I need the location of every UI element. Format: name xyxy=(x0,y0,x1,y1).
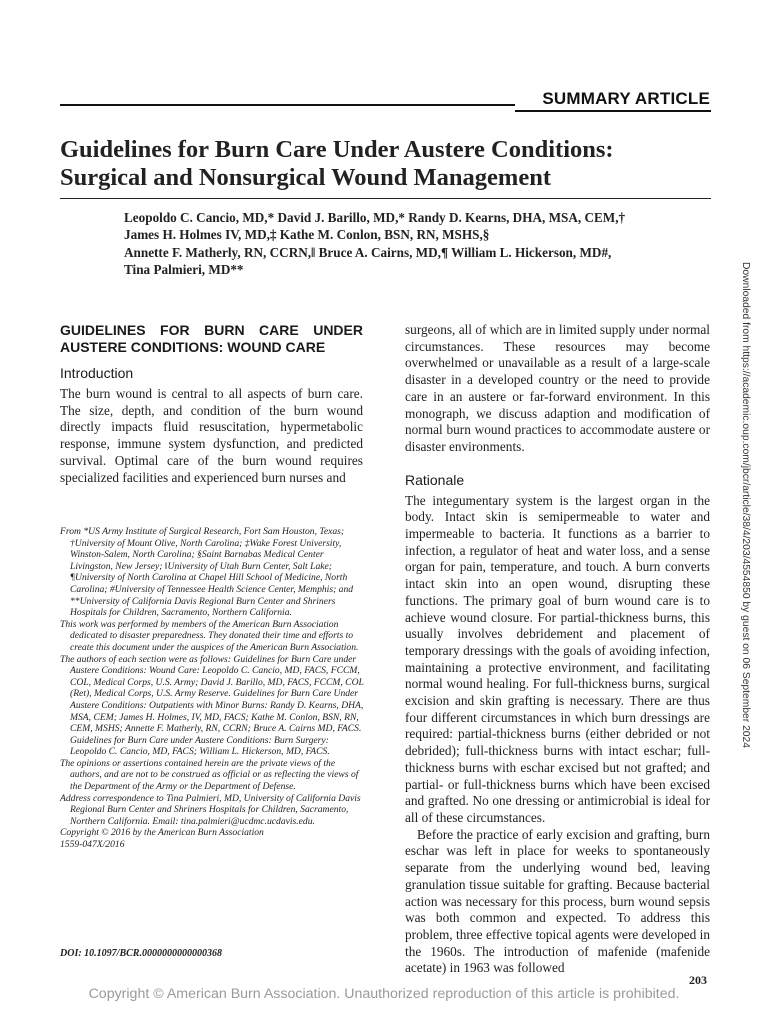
download-watermark: Downloaded from https://academic.oup.com/jbcr/article/38/4/203/4554850 by guest on 06 September 2024 xyxy=(740,262,751,748)
title-line-1: Guidelines for Burn Care Under Austere Conditions: xyxy=(60,136,614,163)
footnotes xyxy=(60,526,365,851)
article-type-label: SUMMARY ARTICLE xyxy=(542,89,710,108)
header-rule-right xyxy=(515,110,711,112)
subheading-rationale: Rationale xyxy=(405,471,465,488)
footnote-disclaimer: The opinions or assertions contained herein are the private views of the authors, and are not to be construed as official or as reflecting the views of the Department of the Army or the Department of Defense. xyxy=(60,757,359,793)
intro-continuation: surgeons, all of which are in limited supply under normal circumstances. These resources may become overwhelmed or unavailable as a result of a large-scale disaster in a developed country or the need to provide care in an austere or far-forward environment. In this monograph, we discuss adaption and modification of normal burn wound practices to accommodate austere or disaster environments. xyxy=(405,322,710,454)
footnote-disaster-preparedness: This work was performed by members of the American Burn Association dedicated to disaster preparedness. They donated their time and efforts to create this document under the auspices of the American Burn Association. xyxy=(60,618,359,653)
right-column xyxy=(405,322,710,977)
title-rule xyxy=(60,198,711,199)
title-line-2: Surgical and Nonsurgical Wound Management xyxy=(60,164,551,191)
footnote-affiliations: From *US Army Institute of Surgical Research, Fort Sam Houston, Texas; †University of Mount Olive, North Carolina; ‡Wake Forest University, Winston-Salem, North Carolina; §Saint Barnabas Medical Center Livingston, New Jersey; ‖University of Utah Burn Center, Salt Lake; ¶University of North Carolina at Chapel Hill School of Medicine, North Carolina; #University of Tennessee Health Science Center, Memphis; and **University of California Davis Regional Burn Center and Shriners Hospitals for Children, Sacramento, Northern California. xyxy=(60,526,354,619)
section-heading: GUIDELINES FOR BURN CARE UNDER AUSTERE CONDITIONS: WOUND CARE xyxy=(60,322,363,355)
author-line: Annette F. Matherly, RN, CCRN,‖ Bruce A. Cairns, MD,¶ William L. Hickerson, MD#, xyxy=(124,244,612,260)
copyright-notice: Copyright © American Burn Association. Unauthorized reproduction of this article is prohibited. xyxy=(88,986,680,1002)
doi: DOI: 10.1097/BCR.0000000000000368 xyxy=(60,948,222,959)
rationale-paragraph-2: Before the practice of early excision and grafting, burn eschar was left in place for weeks to spontaneously separate from the underlying wound bed, leaving granulation tissue suitable for grafting. Because bacterial action was necessary for this process, burn wound sepsis was both common and expected. To address this problem, three effective topical agents were developed in the 1960s. The introduction of mafenide (mafenide acetate) in 1963 was followed xyxy=(405,826,710,976)
page-number: 203 xyxy=(689,973,707,987)
footnote-section-authors: The authors of each section were as follows: Guidelines for Burn Care under Austere Conditions: Wound Care: Leopoldo C. Cancio, MD, FACS, FCCM, COL, Medical Corps, U.S. Army; David J. Barillo, MD, FACS, FCCM, COL (Ret), Medical Corps, U.S. Army Reserve. Guidelines for Burn Care Under Austere Conditions: Outpatients with Minor Burns: Randy D. Kearns, DHA, MSA, CEM; James H. Holmes, IV, MD, FACS; Kathe M. Conlon, BSN, RN, CEM, MSHS; Annette F. Matherly, RN, CCRN; Bruce A. Cairns MD, FACS. Guidelines for Burn Care under Austere Conditions: Burn Surgery: Leopoldo C. Cancio, MD, FACS; William L. Hickerson, MD, FACS. xyxy=(60,653,364,758)
footnote-correspondence: Address correspondence to Tina Palmieri, MD, University of California Davis Regional Burn Center and Shriners Hospitals for Children, Sacramento, Northern California. Email: tina.palmieri@ucdmc.ucdavis.edu. xyxy=(60,792,361,827)
author-list xyxy=(124,209,714,278)
rationale-paragraph-1: The integumentary system is the largest organ in the body. Intact skin is semipermeable to water and impermeable to bacteria. It functions as a barrier to infection, a regulator of heat and water loss, and a sense organ for pain, temperature, and touch. A burn converts intact skin into an open wound, disrupting these functions. The primary goal of burn wound care is to achieve wound closure. For partial-thickness burns, this usually involves debridement and placement of temporary dressings with the goals of avoiding infection, maintaining a protective environment, and facilitating normal wound healing. For full-thickness burns, surgical excision and skin grafting is necessary. There are thus four different circumstances in which burn dressings are required: partial-thickness burns (either debrided or not debrided); full-thickness burns with intact eschar; full-thickness burns with eschar excised but not grafted; and partial- or full-thickness burns which have been excised and grafted. No one dressing or antimicrobial is ideal for all of these circumstances. xyxy=(405,492,710,825)
footnote-copyright: Copyright © 2016 by the American Burn Association xyxy=(60,827,264,839)
subheading-introduction: Introduction xyxy=(60,365,134,381)
author-line: James H. Holmes IV, MD,‡ Kathe M. Conlon, BSN, RN, MSHS,§ xyxy=(124,227,490,243)
author-line: Leopoldo C. Cancio, MD,* David J. Barillo, MD,* Randy D. Kearns, DHA, MSA, CEM,† xyxy=(124,210,626,225)
footnote-issn: 1559-047X/2016 xyxy=(60,839,125,851)
intro-paragraph: The burn wound is central to all aspects of burn care. The size, depth, and condition of the burn wound directly impacts fluid resuscitation, hypermetabolic response, immune system dysfunction, and predicted survival. Optimal care of the burn wound requires specialized facilities and experienced burn nurses and xyxy=(60,386,363,485)
author-line: Tina Palmieri, MD** xyxy=(124,261,244,277)
article-title xyxy=(60,136,720,192)
left-column xyxy=(60,322,363,486)
header-rule-left xyxy=(60,104,515,106)
